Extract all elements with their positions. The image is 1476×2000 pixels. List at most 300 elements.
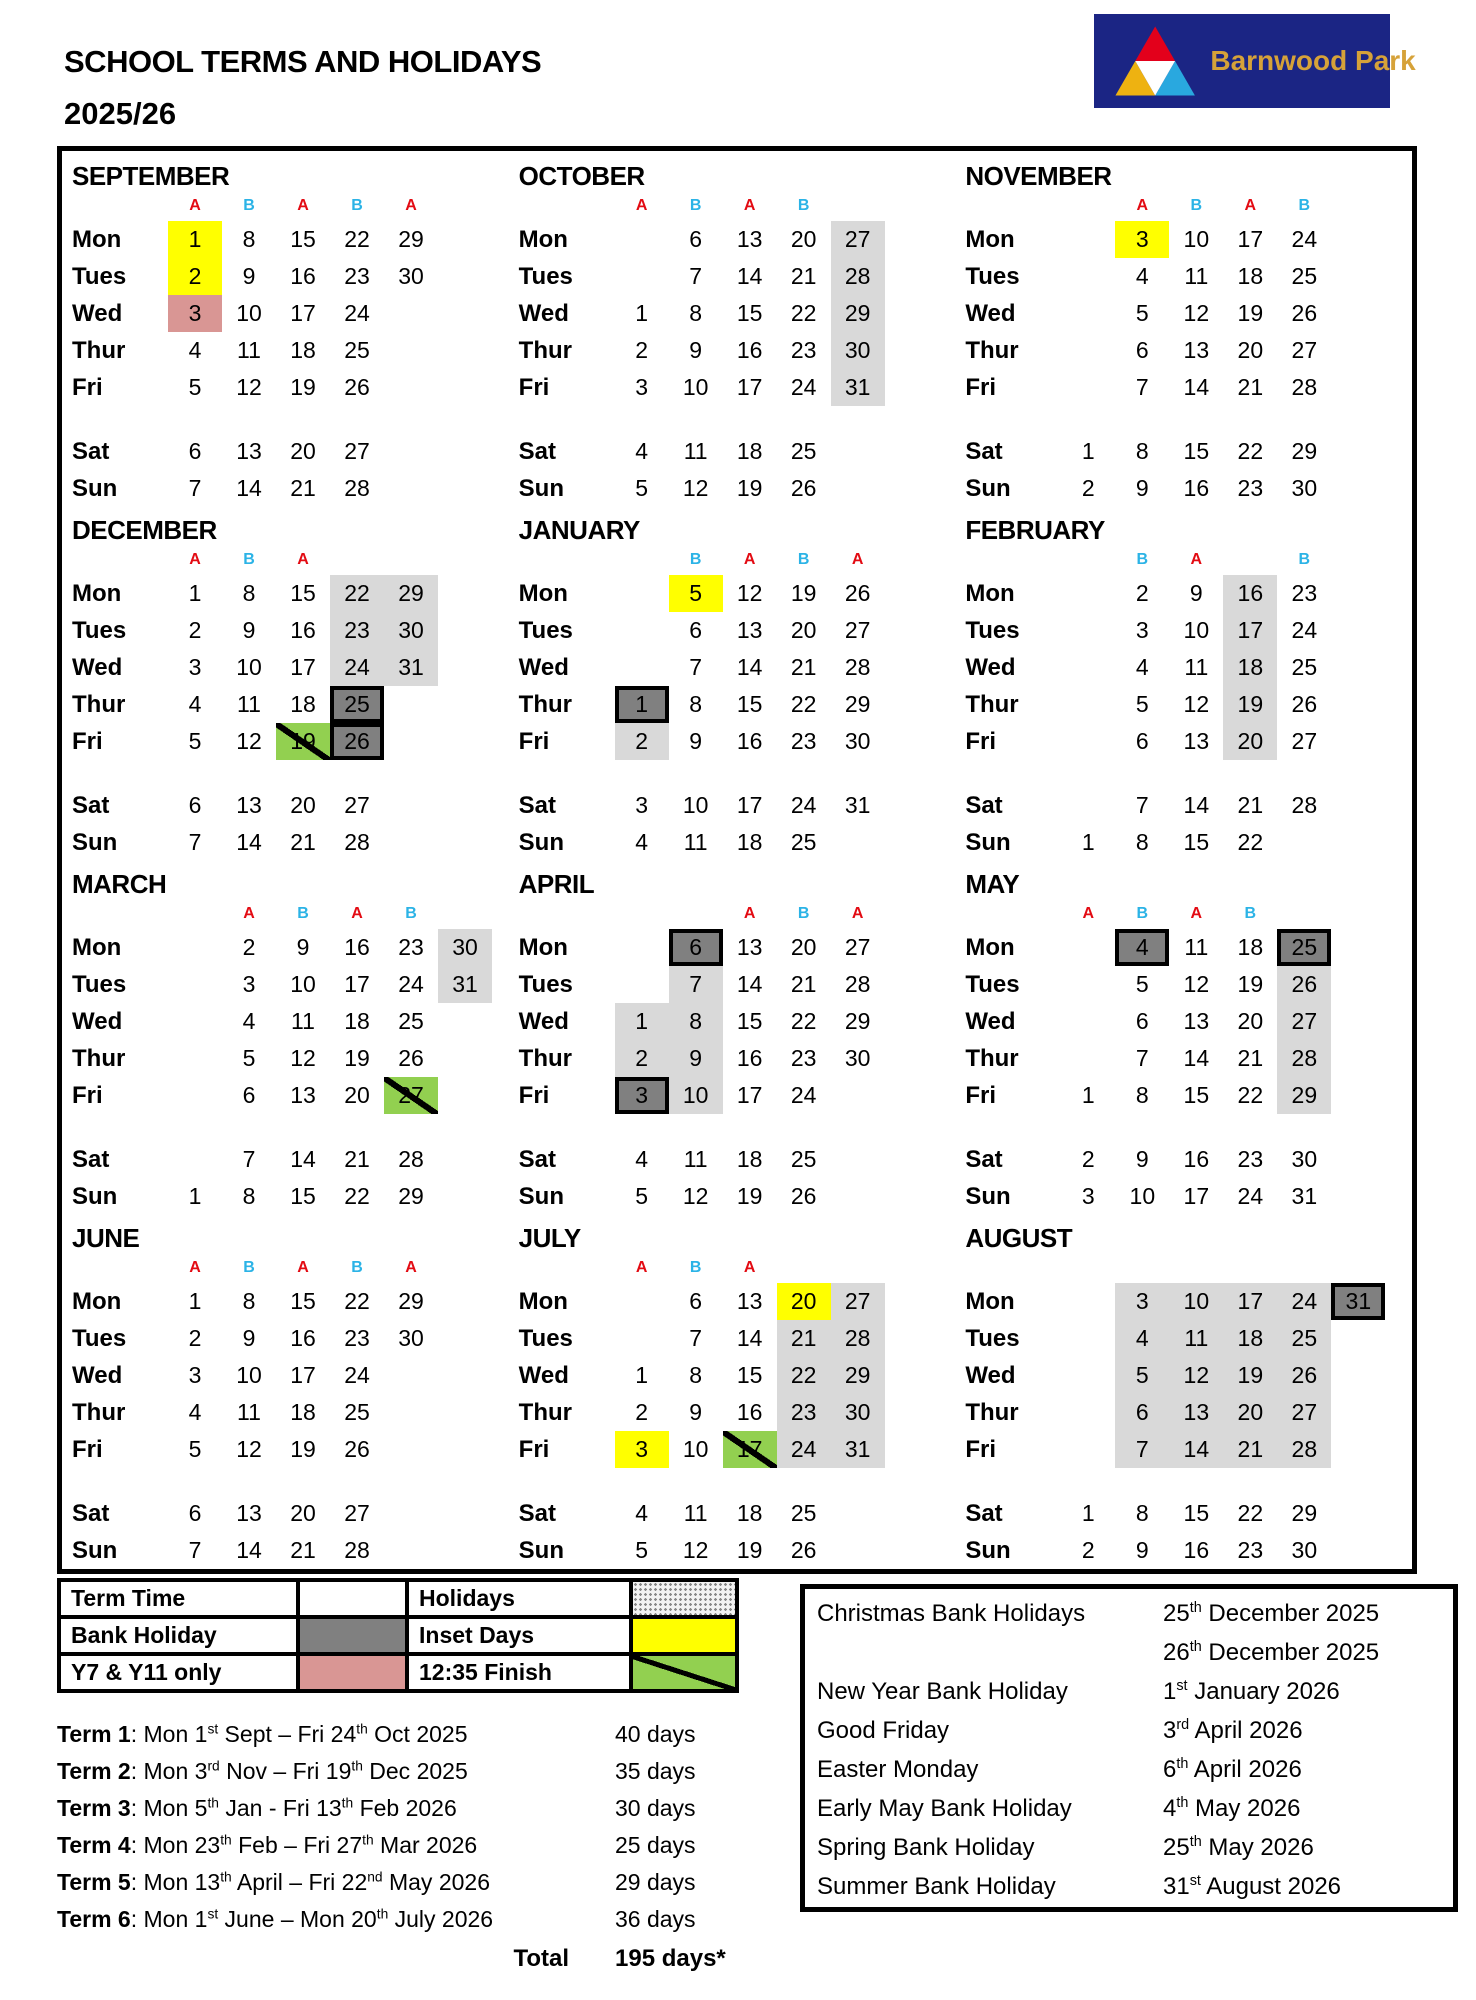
- day-cell: 15: [736, 691, 763, 717]
- day-cell: [384, 1357, 438, 1394]
- day-cell: 13: [736, 1288, 763, 1314]
- day-cell-hol: 12: [1169, 1357, 1223, 1394]
- day-cell-hol: 2: [615, 723, 669, 760]
- day-cell: 14: [1183, 1045, 1210, 1071]
- month-august: [965, 1221, 1412, 1574]
- day-cell-hol: 30: [438, 929, 492, 966]
- school-logo: [1094, 14, 1416, 108]
- term-text: Term 6: Mon 1st June – Mon 20th July 2026: [57, 1906, 494, 1932]
- day-cell: 19: [736, 475, 763, 501]
- day-cell: 29: [1291, 1500, 1318, 1526]
- bank-holiday-date: 26th December 2025: [1163, 1639, 1380, 1666]
- month-table: [965, 903, 1412, 1215]
- day-cell: 28: [344, 1537, 370, 1563]
- month-september: [72, 159, 519, 513]
- day-label: Tues: [72, 971, 127, 998]
- day-cell: 8: [242, 580, 256, 606]
- day-cell: 27: [344, 1500, 370, 1526]
- day-cell: 16: [344, 934, 370, 960]
- bank-holiday-date: 4th May 2026: [1163, 1795, 1301, 1822]
- day-cell: 15: [290, 226, 316, 252]
- day-cell: [615, 1320, 669, 1357]
- day-cell: [1277, 824, 1331, 861]
- day-cell: [168, 1141, 222, 1178]
- day-cell: [1331, 1394, 1385, 1431]
- day-cell: [1061, 1394, 1115, 1431]
- day-cell: 22: [344, 1288, 370, 1314]
- day-cell: 13: [1183, 728, 1210, 754]
- day-cell: 9: [1135, 475, 1149, 501]
- logo-triangle-icon: [1112, 23, 1198, 99]
- day-cell: [384, 369, 438, 406]
- day-cell: 6: [242, 1082, 256, 1108]
- day-cell-hol: 1: [615, 1003, 669, 1040]
- day-cell: [885, 966, 939, 1003]
- day-cell: 4: [1135, 654, 1149, 680]
- day-cell: 18: [344, 1008, 370, 1034]
- week-letter: [1331, 195, 1385, 221]
- day-cell: 24: [344, 300, 370, 326]
- day-cell-bank: 31: [1331, 1283, 1385, 1320]
- week-letter: B: [1298, 551, 1311, 568]
- week-letter: B: [1244, 905, 1257, 922]
- day-cell: [831, 1532, 885, 1569]
- weekend-gap: [519, 760, 939, 787]
- month-table: [965, 549, 1412, 861]
- day-cell: 25: [1291, 263, 1318, 289]
- week-letter: A: [297, 1259, 309, 1276]
- week-letter: B: [243, 1259, 255, 1276]
- day-cell-bank: 26: [330, 723, 384, 760]
- day-cell: 3: [1135, 617, 1149, 643]
- month-title: SEPTEMBER: [72, 161, 230, 191]
- day-label: Mon: [518, 934, 568, 961]
- day-cell: [885, 929, 939, 966]
- term-text: Term 2: Mon 3rd Nov – Fri 19th Dec 2025: [57, 1758, 468, 1784]
- day-cell: [885, 1077, 939, 1114]
- day-cell-hol: 10: [669, 1077, 723, 1114]
- day-label: Wed: [965, 1008, 1016, 1035]
- day-cell-hol: 7: [669, 966, 723, 1003]
- day-cell-hol: 27: [1277, 1394, 1331, 1431]
- day-cell-hol: 30: [831, 1394, 885, 1431]
- day-cell-inset: 5: [669, 575, 723, 612]
- day-cell-hol: 14: [1169, 1431, 1223, 1468]
- day-cell: 30: [398, 1325, 424, 1351]
- day-cell: 27: [844, 934, 871, 960]
- day-label: Tues: [518, 617, 573, 644]
- term-text: Term 5: Mon 13th April – Fri 22nd May 2026: [57, 1869, 490, 1895]
- day-cell: 9: [1135, 1537, 1149, 1563]
- week-letter: A: [243, 905, 255, 922]
- day-cell: [168, 1003, 222, 1040]
- day-label: Mon: [518, 1288, 568, 1315]
- day-label: Mon: [72, 580, 122, 607]
- bank-holiday-dates: [1163, 1867, 1453, 1906]
- day-cell: 13: [736, 617, 763, 643]
- day-cell: 16: [290, 1325, 316, 1351]
- term-row: [57, 1864, 763, 1901]
- day-cell: 6: [188, 438, 202, 464]
- bank-holiday-name: New Year Bank Holiday: [817, 1678, 1068, 1705]
- day-cell: 24: [790, 1082, 817, 1108]
- day-cell-fin: 17: [723, 1431, 777, 1468]
- legend-swatch-inset: [631, 1617, 737, 1654]
- day-cell: [1061, 1320, 1115, 1357]
- week-letter: A: [635, 1259, 648, 1276]
- day-cell: 23: [790, 337, 817, 363]
- day-cell: 11: [683, 829, 708, 855]
- day-cell: 11: [291, 1008, 315, 1034]
- day-cell: [1331, 612, 1385, 649]
- week-letter: [885, 195, 939, 221]
- day-cell: [1331, 966, 1385, 1003]
- day-cell: 12: [682, 1537, 709, 1563]
- day-cell-hol: 26: [1277, 966, 1331, 1003]
- day-cell: 15: [1183, 829, 1210, 855]
- bank-holiday-date: 3rd April 2026: [1163, 1717, 1303, 1744]
- day-label: Mon: [72, 934, 122, 961]
- day-cell: 11: [1184, 934, 1209, 960]
- week-letter: A: [743, 551, 756, 568]
- week-letter: A: [351, 905, 363, 922]
- day-cell: [885, 1532, 939, 1569]
- day-cell: 16: [290, 617, 316, 643]
- day-cell: 28: [398, 1146, 424, 1172]
- day-cell: 4: [188, 1399, 202, 1425]
- day-cell: 15: [736, 1008, 763, 1034]
- day-cell: 20: [790, 226, 817, 252]
- month-june: [72, 1221, 519, 1574]
- day-cell: 24: [344, 1362, 370, 1388]
- day-cell: 10: [236, 654, 262, 680]
- day-cell: [885, 686, 939, 723]
- day-label: Wed: [518, 1008, 569, 1035]
- day-cell-hol: 18: [1223, 1320, 1277, 1357]
- day-cell: 22: [1237, 1500, 1264, 1526]
- week-letter: A: [189, 1259, 201, 1276]
- week-letter: [1115, 1257, 1169, 1283]
- day-cell: [438, 1320, 492, 1357]
- day-label: Tues: [965, 1325, 1020, 1352]
- day-cell: [1331, 1141, 1385, 1178]
- day-cell: 4: [635, 829, 649, 855]
- day-cell: 6: [1135, 337, 1149, 363]
- day-cell: 20: [790, 617, 817, 643]
- day-cell: 6: [1135, 728, 1149, 754]
- day-label: Thur: [72, 1045, 126, 1072]
- day-cell: 28: [344, 475, 370, 501]
- day-cell: 4: [635, 1146, 649, 1172]
- bank-holiday-name: Early May Bank Holiday: [817, 1795, 1072, 1822]
- day-cell: [438, 369, 492, 406]
- day-label: Wed: [72, 1362, 123, 1389]
- day-label: Mon: [518, 580, 568, 607]
- day-label: Wed: [965, 654, 1016, 681]
- day-cell: 22: [344, 226, 370, 252]
- bank-holiday-name: Summer Bank Holiday: [817, 1873, 1056, 1900]
- day-cell: 12: [682, 1183, 709, 1209]
- day-cell: 6: [689, 1288, 703, 1314]
- day-label: Fri: [72, 1436, 103, 1463]
- day-cell: 3: [188, 1362, 202, 1388]
- week-letter: A: [405, 1259, 417, 1276]
- legend-label: Bank Holiday: [59, 1617, 298, 1654]
- day-cell: 6: [689, 617, 703, 643]
- bank-holiday-dates: [1163, 1672, 1453, 1711]
- week-letter: [438, 1257, 492, 1283]
- weekend-gap: [965, 760, 1385, 787]
- day-cell: [438, 1357, 492, 1394]
- day-cell: 20: [1237, 337, 1264, 363]
- day-label: Wed: [965, 1362, 1016, 1389]
- day-cell: 12: [236, 728, 262, 754]
- day-cell: [885, 824, 939, 861]
- month-table: [72, 1257, 519, 1569]
- day-cell: [831, 470, 885, 507]
- month-title: MAY: [965, 869, 1020, 899]
- week-letter: A: [1082, 905, 1095, 922]
- day-cell: [1061, 332, 1115, 369]
- day-cell: 12: [236, 374, 262, 400]
- day-cell: 10: [1129, 1183, 1156, 1209]
- week-letter: B: [243, 551, 255, 568]
- bank-holiday-row: [817, 1750, 1453, 1789]
- day-label: Mon: [518, 226, 568, 253]
- day-label: Mon: [965, 1288, 1015, 1315]
- day-cell: 21: [790, 971, 817, 997]
- week-letter-spacer: [965, 1257, 1061, 1283]
- day-label: Wed: [72, 654, 123, 681]
- day-cell: 5: [635, 475, 649, 501]
- weekend-gap: [965, 406, 1385, 433]
- day-cell: [1331, 258, 1385, 295]
- term-rows: [57, 1716, 763, 1938]
- day-cell: 12: [290, 1045, 316, 1071]
- week-letter: [777, 1257, 831, 1283]
- month-july: [519, 1221, 966, 1574]
- month-table: [72, 195, 519, 507]
- weekend-gap: [72, 1468, 492, 1495]
- day-cell: [1061, 1003, 1115, 1040]
- day-cell-hol: 31: [438, 966, 492, 1003]
- day-cell: [1331, 1495, 1385, 1532]
- week-letter: [831, 1257, 885, 1283]
- day-cell: 10: [682, 374, 709, 400]
- day-cell: 15: [290, 1183, 316, 1209]
- day-cell: [1331, 1357, 1385, 1394]
- day-cell: 9: [689, 337, 703, 363]
- day-cell: 7: [188, 1537, 202, 1563]
- bank-holiday-name: Easter Monday: [817, 1756, 979, 1783]
- day-cell-bank: 25: [1277, 929, 1331, 966]
- day-cell: [831, 824, 885, 861]
- day-cell: 19: [290, 374, 316, 400]
- day-label: Tues: [72, 263, 127, 290]
- day-cell: 30: [1291, 1146, 1318, 1172]
- day-cell: [1331, 295, 1385, 332]
- day-cell: 13: [736, 934, 763, 960]
- week-letter: [1223, 549, 1277, 575]
- day-cell: 12: [736, 580, 763, 606]
- day-label: Fri: [965, 1082, 996, 1109]
- day-cell: 11: [237, 337, 261, 363]
- day-cell: [1331, 1532, 1385, 1569]
- day-label: Sun: [965, 829, 1011, 856]
- day-label: Sun: [518, 1537, 564, 1564]
- day-cell: [384, 787, 438, 824]
- day-cell-hol: 4: [1115, 1320, 1169, 1357]
- calendar-box: [57, 146, 1417, 1574]
- bank-holiday-name: Christmas Bank Holidays: [817, 1600, 1086, 1627]
- bank-holiday-date: 31st August 2026: [1163, 1873, 1342, 1900]
- day-cell: 26: [790, 1537, 817, 1563]
- day-cell: [885, 1040, 939, 1077]
- day-label: Fri: [72, 374, 103, 401]
- day-cell: 8: [689, 691, 703, 717]
- day-cell-bank: 1: [615, 686, 669, 723]
- week-letter: A: [405, 197, 417, 214]
- day-cell: [885, 332, 939, 369]
- day-label: Fri: [72, 728, 103, 755]
- day-cell: 18: [1237, 263, 1264, 289]
- day-cell: 29: [398, 1288, 424, 1314]
- day-cell-inset: 1: [168, 221, 222, 258]
- month-title: JUNE: [72, 1223, 140, 1253]
- week-letter: [615, 903, 669, 929]
- day-cell: [615, 649, 669, 686]
- day-cell: 6: [1135, 1008, 1149, 1034]
- term-label: Term 5: [57, 1869, 131, 1895]
- day-cell: 1: [1081, 1500, 1095, 1526]
- day-cell: 11: [683, 1500, 708, 1526]
- day-cell: [1331, 1320, 1385, 1357]
- day-cell: [1331, 824, 1385, 861]
- day-cell: [885, 1394, 939, 1431]
- day-cell: [438, 824, 492, 861]
- day-cell: 14: [736, 971, 763, 997]
- day-cell: 18: [736, 829, 763, 855]
- day-label: Thur: [965, 1399, 1019, 1426]
- day-label: Tues: [518, 263, 573, 290]
- day-cell: [831, 1495, 885, 1532]
- day-cell: 7: [689, 1325, 703, 1351]
- day-cell: 23: [398, 934, 424, 960]
- week-letter: A: [743, 905, 756, 922]
- day-cell-hol: 30: [384, 612, 438, 649]
- month-title: JANUARY: [518, 515, 640, 545]
- day-cell: [1061, 1357, 1115, 1394]
- day-cell-bank: 25: [330, 686, 384, 723]
- day-cell: 17: [344, 971, 370, 997]
- day-cell-fin: 19: [276, 723, 330, 760]
- day-cell: 28: [344, 829, 370, 855]
- legend-table: [57, 1578, 739, 1693]
- day-cell: [1331, 649, 1385, 686]
- day-cell: 13: [736, 226, 763, 252]
- logo-text: Barnwood Park: [1210, 45, 1416, 76]
- page-subtitle: 2025/26: [64, 96, 177, 131]
- day-label: Wed: [518, 300, 569, 327]
- week-letter: [831, 195, 885, 221]
- day-cell: [1061, 221, 1115, 258]
- day-cell: 5: [635, 1537, 649, 1563]
- legend-swatch-fin: [631, 1654, 737, 1691]
- day-cell: 9: [689, 728, 703, 754]
- day-cell: 22: [1237, 438, 1264, 464]
- month-title: MARCH: [72, 869, 167, 899]
- day-cell: [384, 433, 438, 470]
- day-cell: 10: [236, 300, 262, 326]
- day-cell: [438, 258, 492, 295]
- day-cell: [831, 1077, 885, 1114]
- bank-holiday-row: [817, 1594, 1453, 1672]
- month-december: [72, 513, 519, 867]
- day-cell: 10: [682, 1436, 709, 1462]
- day-label: Fri: [72, 1082, 103, 1109]
- month-february: [965, 513, 1412, 867]
- day-cell: [438, 433, 492, 470]
- day-label: Sun: [518, 1183, 564, 1210]
- day-cell-hol: 31: [384, 649, 438, 686]
- day-cell: [438, 686, 492, 723]
- day-cell: 29: [398, 226, 424, 252]
- day-cell: 18: [736, 1500, 763, 1526]
- day-cell: [615, 612, 669, 649]
- day-cell: 19: [344, 1045, 370, 1071]
- day-label: Thur: [965, 691, 1019, 718]
- day-cell-hol: 23: [330, 612, 384, 649]
- day-cell: 5: [635, 1183, 649, 1209]
- day-cell: 17: [1237, 226, 1264, 252]
- day-cell: [384, 470, 438, 507]
- bank-holiday-date: 6th April 2026: [1163, 1756, 1302, 1783]
- month-table: [965, 1257, 1412, 1569]
- month-title: NOVEMBER: [965, 161, 1112, 191]
- month-title: DECEMBER: [72, 515, 217, 545]
- day-cell: 16: [1183, 1537, 1210, 1563]
- day-cell: [1061, 686, 1115, 723]
- day-cell: 29: [1291, 438, 1318, 464]
- day-cell: 4: [188, 337, 202, 363]
- day-cell: 5: [188, 728, 202, 754]
- day-cell: 13: [290, 1082, 316, 1108]
- day-cell: 5: [242, 1045, 256, 1071]
- day-cell: [384, 1394, 438, 1431]
- day-cell: [885, 1357, 939, 1394]
- term-label: Term 1: [57, 1721, 131, 1747]
- total-value: 195 days*: [615, 1945, 726, 1972]
- bank-holiday-row: [817, 1828, 1453, 1867]
- week-letter: B: [351, 1259, 363, 1276]
- day-cell: [831, 1178, 885, 1215]
- day-cell-hol: 29: [384, 575, 438, 612]
- day-cell: 11: [237, 1399, 261, 1425]
- day-cell: [438, 1283, 492, 1320]
- day-cell: 15: [1183, 438, 1210, 464]
- week-letter: B: [243, 197, 255, 214]
- bank-holiday-row: [817, 1672, 1453, 1711]
- day-cell-hol: 24: [777, 1431, 831, 1468]
- bank-holiday-row: [817, 1867, 1453, 1906]
- day-cell: [1331, 1178, 1385, 1215]
- term-days: 29 days: [615, 1869, 696, 1895]
- weekend-gap: [965, 1468, 1385, 1495]
- day-cell: [384, 1431, 438, 1468]
- day-cell: 26: [1291, 300, 1318, 326]
- day-cell: 26: [790, 475, 817, 501]
- day-cell: 20: [790, 934, 817, 960]
